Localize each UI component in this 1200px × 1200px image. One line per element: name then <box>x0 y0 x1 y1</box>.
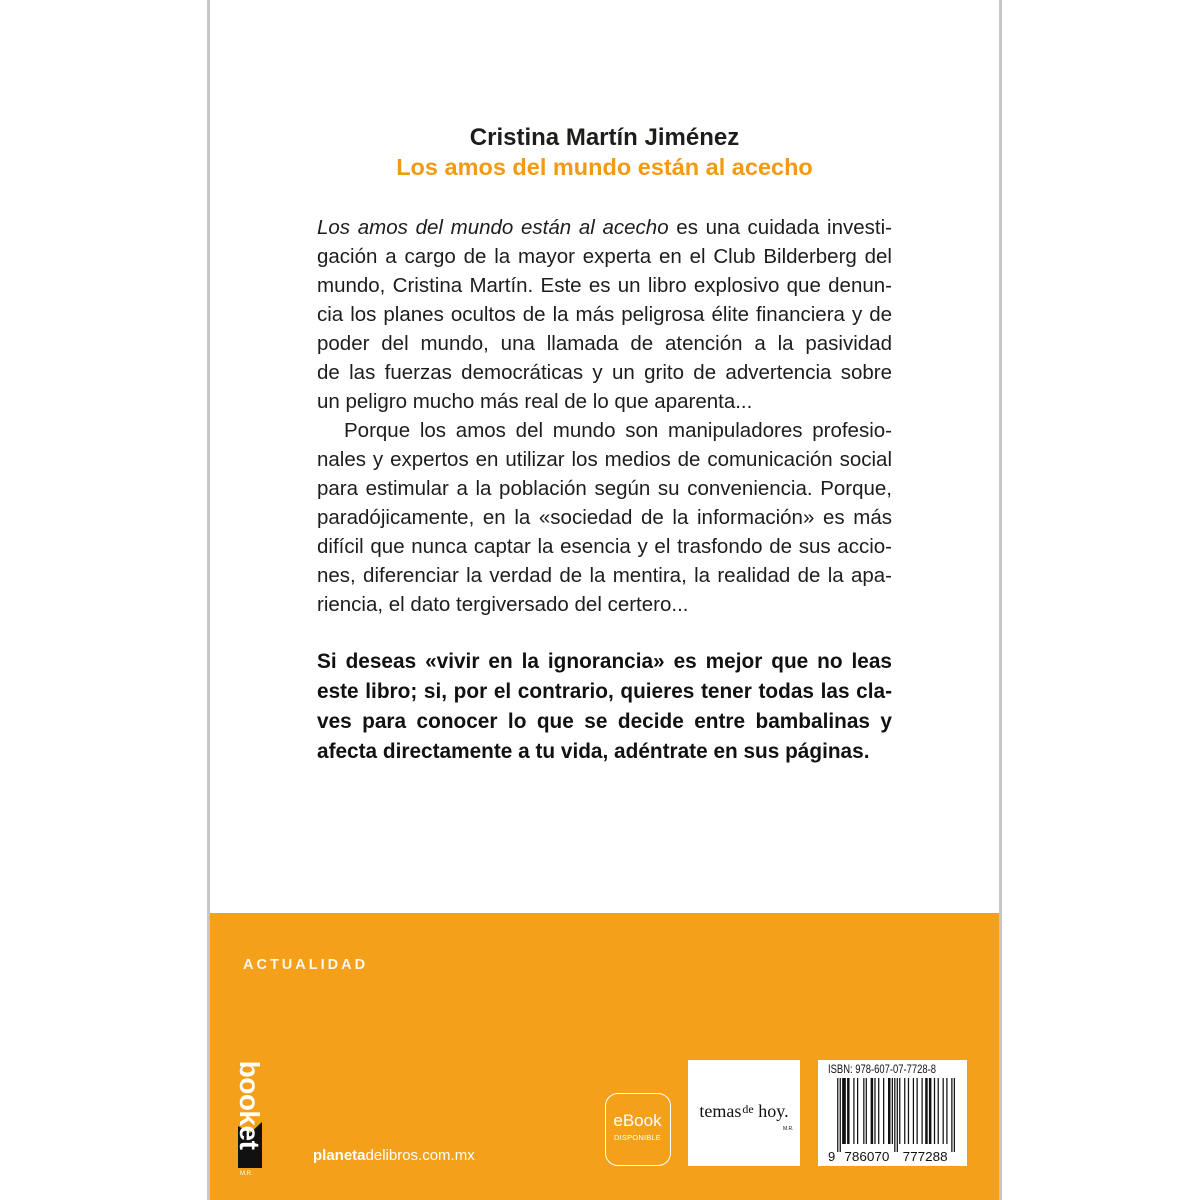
barcode-bar <box>871 1078 873 1144</box>
barcode-bar <box>917 1078 918 1144</box>
cta-line: ves para conocer lo que se decide entre bambalinas y <box>317 710 892 733</box>
synopsis-line: mundo, Cristina Martín. Este es un libro explosivo que denun- <box>317 274 892 297</box>
barcode-bar <box>857 1078 858 1144</box>
barcode-bar <box>847 1078 849 1144</box>
synopsis-line: paradójicamente, en la «sociedad de la información» es más <box>317 506 892 529</box>
barcode-bar <box>934 1078 935 1144</box>
barcode-bar <box>863 1078 864 1144</box>
barcode-bar <box>866 1078 867 1144</box>
orange-footer-band <box>210 913 999 1200</box>
synopsis-line: un peligro mucho más real de lo que aparenta... <box>317 390 753 413</box>
imprint-trademark: M.R. <box>783 1126 794 1132</box>
cta-line: afecta directamente a tu vida, adéntrate en sus páginas. <box>317 740 870 763</box>
barcode-bar <box>954 1078 955 1152</box>
barcode-bar <box>925 1078 927 1144</box>
barcode-bar <box>853 1078 854 1144</box>
synopsis-line: poder del mundo, una llamada de atención a la pasividad <box>317 332 892 355</box>
call-to-action <box>317 647 892 767</box>
synopsis-line: cia los planes ocultos de la más peligrosa élite financiera y de <box>317 303 892 326</box>
booket-logo: booket <box>234 1060 265 1150</box>
synopsis-paragraph-2 <box>317 416 892 619</box>
website-part-2: delibros.com.mx <box>365 1147 475 1164</box>
barcode-bar <box>883 1078 884 1144</box>
barcode-bar <box>840 1078 841 1152</box>
barcode-bar <box>946 1078 947 1144</box>
synopsis-line-text: es una cuidada investi- <box>668 216 892 239</box>
barcode-digit-lead: 9 <box>828 1149 836 1164</box>
barcode-digits-left: 786070 <box>844 1149 890 1164</box>
barcode-bar <box>921 1078 922 1144</box>
synopsis-line: Porque los amos del mundo son manipuladores profesio- <box>344 419 892 442</box>
synopsis-line: nes, diferenciar la verdad de la mentira, la realidad de la apa- <box>317 564 892 587</box>
synopsis-line <box>317 213 892 242</box>
ebook-available-badge <box>605 1093 671 1166</box>
ebook-label: eBook <box>613 1111 662 1130</box>
imprint-word-1: temas <box>699 1101 742 1121</box>
synopsis-line: difícil que nunca captar la esencia y el trasfondo de sus accio- <box>317 535 892 558</box>
barcode-bar <box>899 1078 900 1144</box>
imprint-word-3: hoy. <box>753 1101 789 1121</box>
synopsis <box>317 213 892 619</box>
italic-title-reference: Los amos del mundo están al acecho <box>317 216 669 239</box>
isbn-label: ISBN: 978-607-07-7728-8 <box>828 1064 936 1076</box>
barcode-bar <box>842 1078 846 1144</box>
barcode-bar <box>888 1078 890 1144</box>
booket-trademark: M.R. <box>240 1171 253 1177</box>
barcode-bar <box>938 1078 939 1144</box>
cover-panel <box>207 0 1002 1200</box>
cta-line: Si deseas «vivir en la ignorancia» es mejor que no leas <box>317 650 892 673</box>
barcode-bar <box>837 1078 838 1152</box>
barcode-bar <box>878 1078 879 1144</box>
barcode <box>826 1076 958 1166</box>
barcode-bar <box>951 1078 952 1152</box>
barcode-bar <box>892 1078 893 1144</box>
barcode-digits-right: 777288 <box>902 1149 948 1164</box>
barcode-bar <box>943 1078 944 1144</box>
barcode-bar <box>874 1078 875 1144</box>
synopsis-line: de las fuerzas democráticas y un grito de advertencia sobre <box>317 361 892 384</box>
synopsis-line: para estimular a la población según su conveniencia. Porque, <box>317 477 892 500</box>
imprint-word-2: de <box>742 1102 754 1116</box>
synopsis-line: riencia, el dato tergiversado del certero... <box>317 593 689 616</box>
book-title: Los amos del mundo están al acecho <box>396 154 813 180</box>
synopsis-paragraph-1 <box>317 213 892 416</box>
author-name: Cristina Martín Jiménez <box>469 124 740 151</box>
barcode-bar <box>904 1078 905 1144</box>
isbn-barcode-box <box>818 1060 967 1166</box>
website-url <box>313 1147 475 1165</box>
barcode-bar <box>913 1078 914 1144</box>
synopsis-line: nales y expertos en utilizar los medios de comunicación social <box>317 448 892 471</box>
cta-line: este libro; si, por el contrario, quieres tener todas las cla- <box>317 680 892 703</box>
imprint-logo-box <box>688 1060 800 1166</box>
barcode-bars <box>837 1078 955 1152</box>
barcode-bar <box>929 1078 931 1144</box>
category-label: ACTUALIDAD <box>243 957 369 973</box>
ebook-sublabel: DISPONIBLE <box>613 1133 661 1142</box>
synopsis-line: gación a cargo de la mayor experta en el Club Bilderberg del <box>317 245 892 268</box>
website-part-1: planeta <box>313 1147 366 1164</box>
temas-de-hoy-logo <box>688 1100 800 1124</box>
barcode-bar <box>908 1078 909 1144</box>
barcode-bar <box>897 1078 898 1152</box>
barcode-bar <box>894 1078 895 1152</box>
